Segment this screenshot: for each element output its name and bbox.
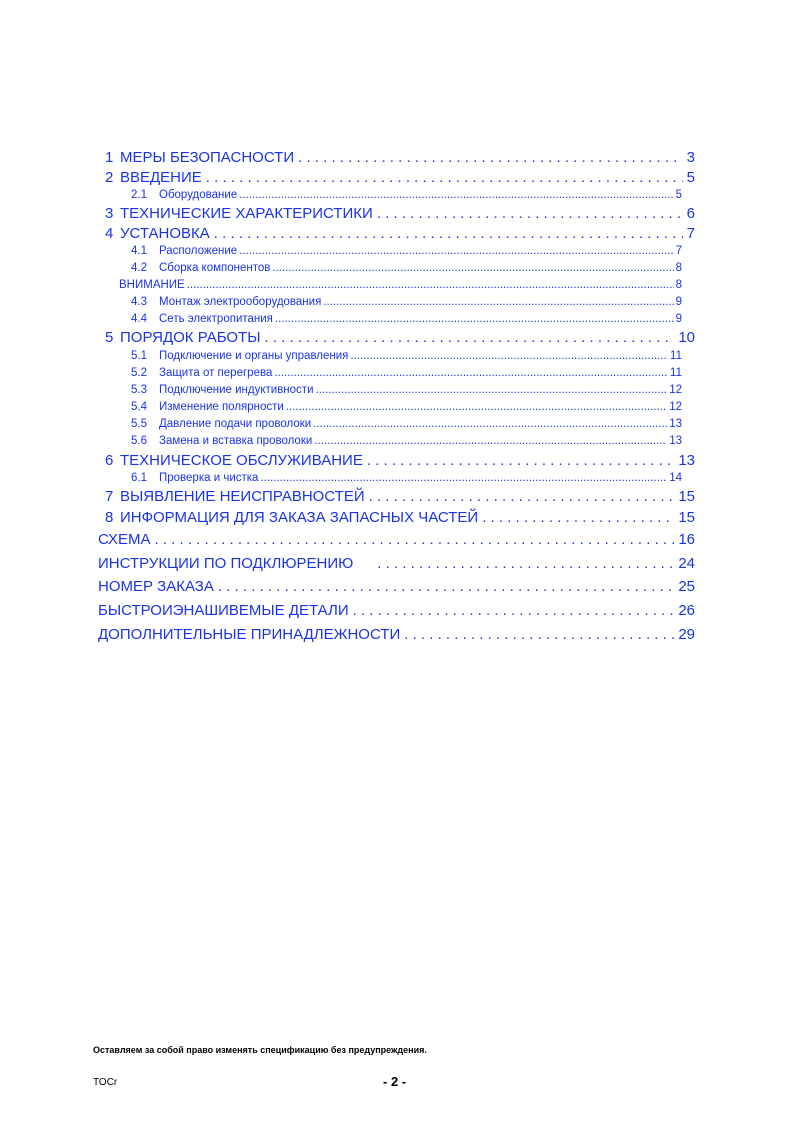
- toc-number: 2.1: [131, 189, 147, 201]
- toc-entry-5-3[interactable]: [131, 384, 682, 396]
- toc-title: СХЕМА: [98, 531, 151, 548]
- toc-page: 13: [669, 435, 682, 447]
- toc-leader: [367, 452, 674, 469]
- toc-number: 5.5: [131, 418, 147, 430]
- toc-leader: [155, 531, 675, 548]
- toc-title: ТЕХНИЧЕСКИЕ ХАРАКТЕРИСТИКИ: [120, 205, 373, 222]
- toc-number: 3: [105, 205, 114, 222]
- toc-leader: [264, 329, 674, 346]
- toc-number: 4.1: [131, 245, 147, 257]
- toc-title: Сеть электропитания: [159, 313, 273, 325]
- toc-entry-4-4[interactable]: [131, 313, 682, 325]
- toc-page: 15: [678, 509, 695, 526]
- toc-page: 8: [675, 279, 682, 291]
- toc-leader: [206, 169, 683, 186]
- toc-entry-4[interactable]: [105, 225, 695, 242]
- toc-entry-6-1[interactable]: [131, 472, 682, 484]
- toc-entry-2-1[interactable]: [131, 189, 682, 201]
- toc-page: 5: [686, 169, 695, 186]
- toc-number: 4.3: [131, 296, 147, 308]
- toc-title: Давление подачи проволоки: [159, 418, 312, 430]
- toc-entry-accessories[interactable]: [98, 626, 695, 643]
- toc-title: БЫСТРОИЭНАШИВЕМЫЕ ДЕТАЛИ: [98, 602, 349, 619]
- toc-title: ВВЕДЕНИЕ: [120, 169, 202, 186]
- toc-leader: [482, 509, 674, 526]
- toc-title: ИНФОРМАЦИЯ ДЛЯ ЗАКАЗА ЗАПАСНЫХ ЧАСТЕЙ: [120, 509, 479, 526]
- toc-number: 4.2: [131, 262, 147, 274]
- toc-page: 16: [678, 531, 695, 548]
- toc-number: 5.2: [131, 367, 147, 379]
- toc-page: 9: [675, 296, 682, 308]
- toc-title: Изменение полярности: [159, 401, 284, 413]
- toc-page: 29: [678, 626, 695, 643]
- toc-page: 24: [678, 555, 695, 572]
- toc-title: Проверка и чистка: [159, 472, 259, 484]
- toc-leader: [314, 435, 667, 447]
- toc-number: 5: [105, 329, 114, 346]
- toc-title: Защита от перегрева: [159, 367, 273, 379]
- toc-title: Расположение: [159, 245, 238, 257]
- toc-entry-1[interactable]: [105, 149, 695, 166]
- toc-number: 1: [105, 149, 114, 166]
- toc-title: Подключение и органы управления: [159, 350, 349, 362]
- toc-page: 13: [669, 418, 682, 430]
- toc-page: 7: [675, 245, 682, 257]
- toc-page: 14: [669, 472, 682, 484]
- toc-number: 4.4: [131, 313, 147, 325]
- toc-entry-5-5[interactable]: [131, 418, 682, 430]
- toc-number: 4: [105, 225, 114, 242]
- toc-entry-3[interactable]: [105, 205, 695, 222]
- toc-title: ДОПОЛНИТЕЛЬНЫЕ ПРИНАДЛЕЖНОСТИ: [98, 626, 401, 643]
- toc-title: Замена и вставка проволоки: [159, 435, 313, 447]
- toc-number: 5.3: [131, 384, 147, 396]
- toc-entry-order-number[interactable]: [98, 578, 695, 595]
- toc-number: 8: [105, 509, 114, 526]
- toc-leader: [272, 262, 673, 274]
- toc-number: 5.4: [131, 401, 147, 413]
- toc-page: 11: [670, 367, 682, 379]
- toc-page: 8: [675, 262, 682, 274]
- toc-entry-2[interactable]: [105, 169, 695, 186]
- toc-leader: [239, 189, 673, 201]
- toc-leader: [298, 149, 683, 166]
- toc-entry-5-4[interactable]: [131, 401, 682, 413]
- toc-title: ВНИМАНИЕ: [119, 279, 185, 291]
- toc-page: 7: [686, 225, 695, 242]
- toc-page: 26: [678, 602, 695, 619]
- toc-leader: [377, 555, 674, 572]
- toc-page: 3: [686, 149, 695, 166]
- toc-number: 6.1: [131, 472, 147, 484]
- toc-leader: [260, 472, 667, 484]
- toc-title: Оборудование: [159, 189, 238, 201]
- toc-title: ИНСТРУКЦИИ ПО ПОДКЛЮРЕНИЮ: [98, 555, 354, 572]
- toc-title: УСТАНОВКА: [120, 225, 210, 242]
- toc-leader: [214, 225, 683, 242]
- toc-entry-5-1[interactable]: [131, 350, 682, 362]
- toc-page: 5: [675, 189, 682, 201]
- toc-leader: [316, 384, 668, 396]
- toc-page: 12: [669, 401, 682, 413]
- toc-title: Сборка компонентов: [159, 262, 271, 274]
- toc-page: 12: [669, 384, 682, 396]
- toc-page: 15: [678, 488, 695, 505]
- toc-title: НОМЕР ЗАКАЗА: [98, 578, 214, 595]
- toc-title: ПОРЯДОК РАБОТЫ: [120, 329, 261, 346]
- toc-entry-6[interactable]: [105, 452, 695, 469]
- toc-title: МЕРЫ БЕЗОПАСНОСТИ: [120, 149, 295, 166]
- toc-number: 7: [105, 488, 114, 505]
- toc-leader: [274, 367, 668, 379]
- toc-leader: [275, 313, 674, 325]
- toc-page: 6: [686, 205, 695, 222]
- disclaimer-note: Оставляем за собой право изменять спецификацию без предупреждения.: [93, 1045, 427, 1055]
- toc-leader: [350, 350, 668, 362]
- toc-leader: [239, 245, 673, 257]
- toc-entry-5[interactable]: [105, 329, 695, 346]
- toc-number: 5.6: [131, 435, 147, 447]
- toc-leader: [377, 205, 683, 222]
- page-number: - 2 -: [383, 1074, 407, 1089]
- toc-leader: [286, 401, 667, 413]
- document-code: TOCr: [93, 1077, 118, 1088]
- toc-page: 25: [678, 578, 695, 595]
- toc-leader: [353, 602, 675, 619]
- toc-title: ВЫЯВЛЕНИЕ НЕИСПРАВНОСТЕЙ: [120, 488, 365, 505]
- toc-entry-5-2[interactable]: [131, 367, 682, 379]
- toc-number: 2: [105, 169, 114, 186]
- toc-leader: [369, 488, 675, 505]
- toc-entry-4-3[interactable]: [131, 296, 682, 308]
- toc-entry-5-6[interactable]: [131, 435, 682, 447]
- toc-entry-wear-parts[interactable]: [98, 602, 695, 619]
- toc-number: 5.1: [131, 350, 147, 362]
- toc-entry-connection-instructions[interactable]: [98, 555, 695, 572]
- toc-entry-7[interactable]: [105, 488, 695, 505]
- toc-leader: [323, 296, 673, 308]
- toc-leader: [404, 626, 674, 643]
- toc-page: 13: [678, 452, 695, 469]
- toc-entry-4-2[interactable]: [131, 262, 682, 274]
- toc-page: 9: [675, 313, 682, 325]
- toc-entry-schema[interactable]: [98, 531, 695, 548]
- toc-entry-4-1[interactable]: [131, 245, 682, 257]
- toc-leader: [187, 279, 674, 291]
- toc-entry-8[interactable]: [105, 509, 695, 526]
- toc-title: Монтаж электрооборудования: [159, 296, 322, 308]
- toc-page: 10: [678, 329, 695, 346]
- toc-title: ТЕХНИЧЕСКОЕ ОБСЛУЖИВАНИЕ: [120, 452, 363, 469]
- toc-title: Подключение индуктивности: [159, 384, 314, 396]
- toc-entry-warning[interactable]: [119, 279, 682, 291]
- toc-leader: [313, 418, 667, 430]
- toc-page: 11: [670, 350, 682, 362]
- toc-number: 6: [105, 452, 114, 469]
- toc-leader: [218, 578, 674, 595]
